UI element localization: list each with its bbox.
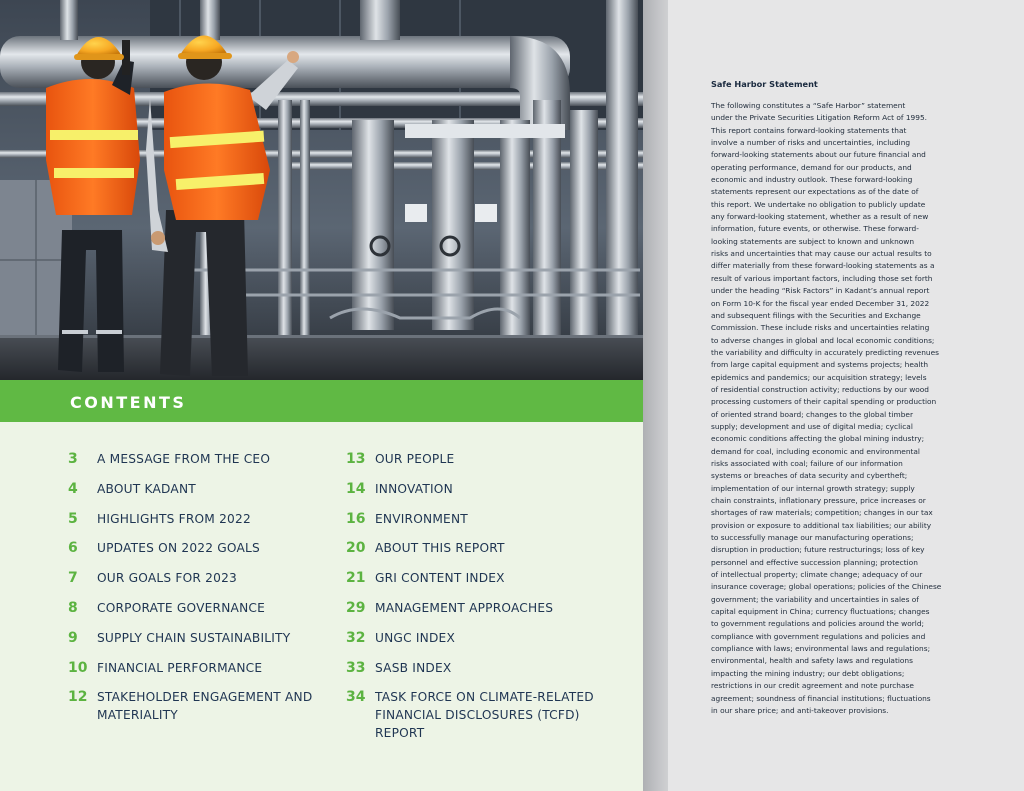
toc-entry-label: OUR GOALS FOR 2023 [97, 571, 237, 586]
toc-page-number: 29 [346, 599, 366, 616]
toc-entry-label: SUPPLY CHAIN SUSTAINABILITY [97, 630, 291, 645]
toc-entry[interactable] [346, 599, 626, 629]
safe-harbor-line: differ materially from these forward-looking statements as a [711, 261, 935, 271]
toc-page-number: 10 [68, 659, 88, 676]
toc-entry[interactable] [68, 629, 338, 659]
toc-page-number: 9 [68, 629, 78, 646]
toc-entry-label: ENVIRONMENT [375, 511, 468, 526]
safe-harbor-line: from large capital equipment and systems projects; health [711, 360, 929, 370]
safe-harbor-line: the variability and difficulty in accurately predicting revenues [711, 347, 939, 357]
toc-entry[interactable] [346, 480, 626, 510]
toc-entry-label: FINANCIAL PERFORMANCE [97, 660, 263, 675]
toc-entry-label: GRI CONTENT INDEX [375, 571, 505, 586]
safe-harbor-line: result of various important factors, including those set forth [711, 273, 933, 283]
safe-harbor-line: risks associated with coal; failure of our information [711, 458, 903, 468]
safe-harbor-line: economic conditions affecting the global mining industry; [711, 434, 925, 444]
safe-harbor-line: shortages of raw materials; competition; changes in our tax [711, 508, 933, 518]
toc-entry[interactable] [346, 450, 626, 480]
safe-harbor-line: restrictions in our credit agreement and note purchase [711, 681, 914, 691]
safe-harbor-line: insurance coverage; global operations; policies of the Chinese [711, 582, 942, 592]
toc-entry[interactable] [68, 688, 338, 736]
safe-harbor-line: economic and industry outlook. These forward-looking [711, 175, 913, 185]
toc-entry-label: ABOUT THIS REPORT [375, 541, 505, 556]
toc-entry-label: TASK FORCE ON CLIMATE-RELATED FINANCIAL DISCLOSURES (TCFD) REPORT [375, 690, 594, 741]
toc-page-number: 13 [346, 451, 366, 467]
safe-harbor-line: looking statements are subject to known and unknown [711, 236, 915, 246]
toc-entry[interactable] [346, 688, 626, 754]
page-gutter [643, 0, 668, 791]
toc-entry[interactable] [68, 539, 338, 569]
toc-page-number: 34 [346, 689, 366, 706]
toc-page-number: 16 [346, 510, 366, 527]
toc-entry-label: ABOUT KADANT [97, 481, 196, 496]
toc-page-number: 32 [346, 629, 366, 646]
right-page [668, 0, 1024, 791]
toc-column-2 [346, 450, 626, 754]
toc-page-number: 20 [346, 540, 366, 557]
safe-harbor-line: environmental, health and safety laws and regulations [711, 656, 913, 666]
safe-harbor-line: This report contains forward-looking statements that [711, 125, 907, 135]
safe-harbor-line: systems or breaches of data security and cybertheft; [711, 471, 908, 481]
safe-harbor-line: on Form 10-K for the fiscal year ended December 31, 2022 [711, 298, 930, 308]
toc-entry[interactable] [68, 599, 338, 629]
safe-harbor-line: compliance with government regulations and policies and [711, 631, 926, 641]
safe-harbor-line: demand for coal, including economic and environmental [711, 446, 920, 456]
safe-harbor-line: to government regulations and policies around the world; [711, 619, 924, 629]
safe-harbor-line: in our share price; and anti-takeover provisions. [711, 705, 889, 715]
safe-harbor-line: of residential construction activity; reductions by our wood [711, 384, 930, 394]
safe-harbor-line: and subsequent filings with the Securities and Exchange [711, 310, 921, 320]
safe-harbor-line: capital equipment in China; currency fluctuations; changes [711, 607, 930, 617]
safe-harbor-body [711, 100, 973, 717]
safe-harbor-line: to successfully manage our manufacturing operations; [711, 533, 914, 543]
safe-harbor-line: agreement; soundness of financial institutions; fluctuations [711, 693, 931, 703]
toc-entry-label: SASB INDEX [375, 660, 452, 675]
safe-harbor-line: government; the variability and uncertainties in sales of [711, 594, 919, 604]
safe-harbor-line: The following constitutes a “Safe Harbor” statement [711, 101, 906, 110]
toc-page-number: 5 [68, 510, 78, 527]
safe-harbor-line: risks and uncertainties that may cause our actual results to [711, 249, 932, 259]
toc-entry[interactable] [346, 539, 626, 569]
safe-harbor-line: personnel and effective succession planning; protection [711, 557, 918, 567]
safe-harbor-line: chain constraints, inflationary pressure, price increases or [711, 496, 926, 505]
safe-harbor-line: to adverse changes in global and local economic conditions; [711, 335, 935, 345]
safe-harbor-line: compliance with laws; environmental laws and regulations; [711, 644, 931, 654]
safe-harbor-line: of intellectual property; climate change; adequacy of our [711, 570, 923, 580]
toc-entry[interactable] [68, 569, 338, 599]
toc-page-number: 14 [346, 480, 366, 497]
toc-entry-label: MANAGEMENT APPROACHES [375, 600, 554, 615]
toc-page-number: 6 [68, 540, 78, 557]
safe-harbor-line: under the heading “Risk Factors” in Kadant’s annual report [711, 286, 930, 296]
toc-entry-label: STAKEHOLDER ENGAGEMENT AND MATERIALITY [97, 690, 313, 723]
safe-harbor-line: any forward-looking statement, whether as a result of new [711, 212, 929, 222]
toc-entry-label: HIGHLIGHTS FROM 2022 [97, 511, 251, 526]
toc-entry[interactable] [346, 510, 626, 540]
toc-entry[interactable] [68, 659, 338, 689]
toc-entry[interactable] [68, 480, 338, 510]
safe-harbor-line: supply; development and use of digital media; cyclical [711, 421, 913, 431]
safe-harbor-line: involve a number of risks and uncertainties, including [711, 138, 911, 148]
contents-title: CONTENTS [70, 393, 187, 412]
industrial-plant-photo [0, 0, 643, 380]
toc-entry[interactable] [346, 659, 626, 689]
safe-harbor-line: forward-looking statements about our future financial and [711, 150, 926, 160]
safe-harbor-line: impacting the mining industry; our debt obligations; [711, 668, 905, 678]
toc-page-number: 3 [68, 451, 78, 467]
safe-harbor-line: of oriented strand board; changes to the global timber [711, 409, 913, 419]
safe-harbor-line: information, future events, or otherwise. These forward- [711, 224, 919, 234]
safe-harbor-line: this report. We undertake no obligation to publicly update [711, 199, 926, 209]
toc-column-1 [68, 450, 338, 736]
toc-entry-label: A MESSAGE FROM THE CEO [97, 452, 271, 466]
toc-entry-label: OUR PEOPLE [375, 452, 455, 466]
toc-entry-label: CORPORATE GOVERNANCE [97, 600, 266, 615]
safe-harbor-line: processing customers of their capital spending or production [711, 397, 937, 407]
toc-entry-label: UPDATES ON 2022 GOALS [97, 541, 260, 556]
safe-harbor-line: provision or exposure to additional tax liabilities; our ability [711, 520, 932, 530]
safe-harbor-line: operating performance, demand for our products, and [711, 162, 912, 172]
safe-harbor-line: under the Private Securities Litigation Reform Act of 1995. [711, 113, 928, 123]
safe-harbor-line: epidemics and pandemics; our acquisition strategy; levels [711, 372, 927, 382]
safe-harbor-line: Commission. These include risks and uncertainties relating [711, 323, 930, 333]
safe-harbor-line: disruption in production; future restructurings; loss of key [711, 545, 925, 555]
toc-entry[interactable] [346, 569, 626, 599]
contents-header-band [0, 380, 643, 422]
toc-entry[interactable] [68, 450, 338, 480]
toc-page-number: 7 [68, 570, 78, 587]
toc-page-number: 12 [68, 689, 88, 706]
safe-harbor-line: statements represent our expectations as of the date of [711, 187, 919, 197]
safe-harbor-title: Safe Harbor Statement [711, 79, 818, 89]
toc-page-number: 4 [68, 480, 78, 497]
toc-entry-label: INNOVATION [375, 481, 453, 496]
toc-entry[interactable] [68, 510, 338, 540]
toc-page-number: 33 [346, 659, 366, 676]
toc-page-number: 8 [68, 599, 78, 616]
toc-entry-label: UNGC INDEX [375, 630, 456, 645]
toc-page-number: 21 [346, 570, 366, 587]
safe-harbor-line: implementation of our internal growth strategy; supply [711, 483, 915, 493]
toc-entry[interactable] [346, 629, 626, 659]
